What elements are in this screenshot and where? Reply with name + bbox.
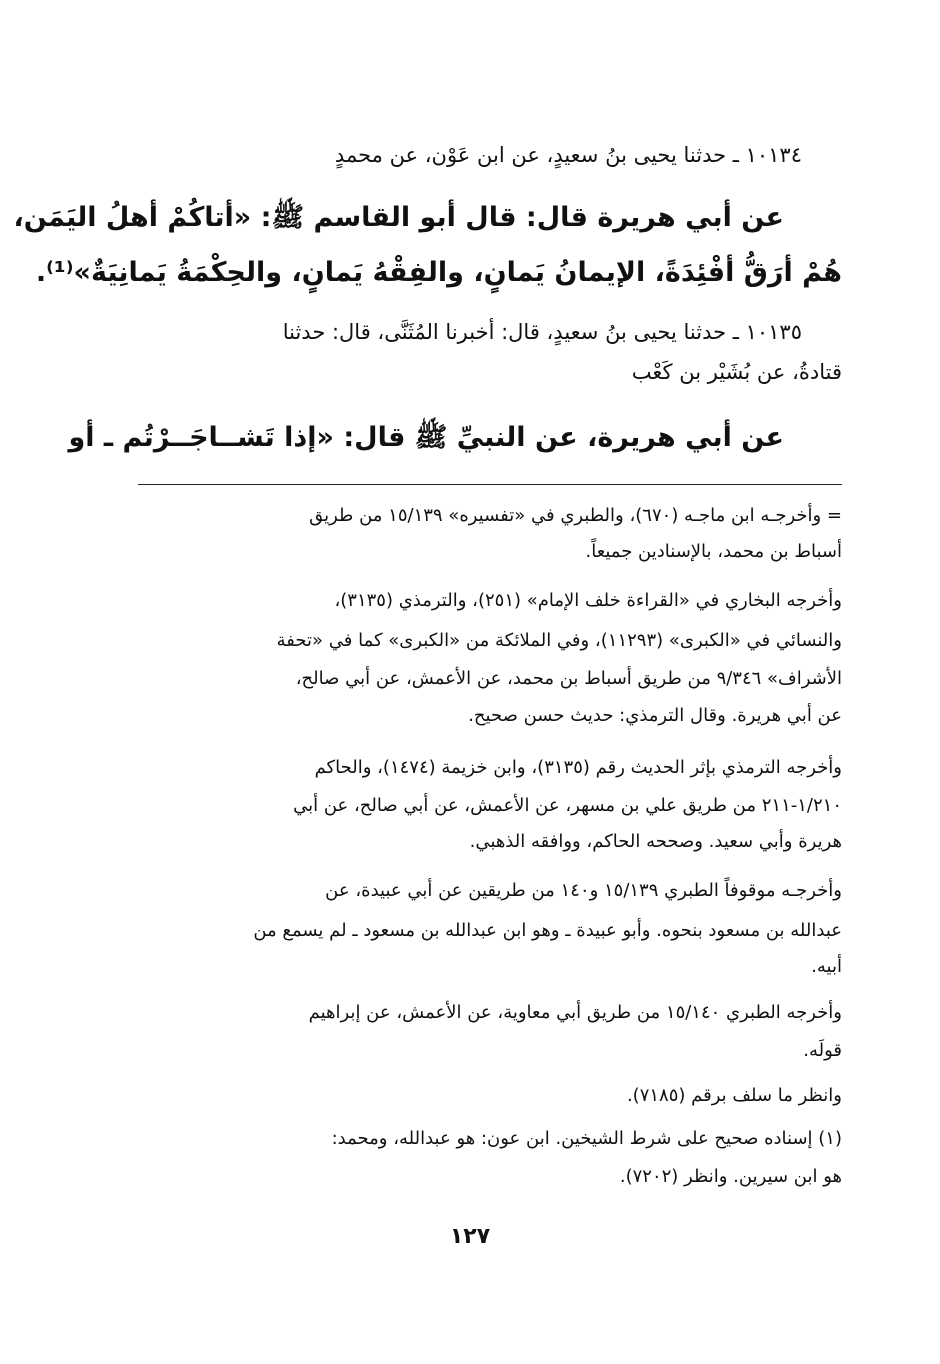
footnote-line: الأشراف» ٩/٣٤٦ من طريق أسباط بن محمد، عن الأعمش، عن أبي صالح، bbox=[295, 668, 842, 689]
footnote-line: وأخرجه الطبري ١٥/١٤٠ من طريق أبي معاوية، عن الأعمش، عن إبراهيم bbox=[308, 1002, 842, 1023]
footnote-line: (١) إسناده صحيح على شرط الشيخين. ابن عون: هو عبدالله، ومحمد: bbox=[331, 1128, 842, 1149]
isnad-line: ١٠١٣٤ ـ حدثنا يحيى بنُ سعيدٍ، عن ابن عَوْن، عن محمدٍ bbox=[334, 143, 802, 167]
isnad-line: قتادةُ، عن بُشَيْر بن كَعْب bbox=[631, 360, 842, 384]
footnote-line: والنسائي في «الكبرى» (١١٢٩٣)، وفي الملائكة من «الكبرى» كما في «تحفة bbox=[276, 630, 842, 651]
footnote-line: عن أبي هريرة. وقال الترمذي: حديث حسن صحيح. bbox=[468, 705, 842, 726]
footnote-line: أسباط بن محمد، بالإسنادين جميعاً. bbox=[585, 541, 842, 562]
footnote-separator bbox=[138, 484, 842, 485]
matn-line: هُمْ أرَقُّ أفْئِدَةً، الإيمانُ يَمانٍ، والفِقْهُ يَمانٍ، والحِكْمَةُ يَمانِيَةٌ»⁽¹⁾. bbox=[35, 257, 842, 288]
footnote-line: وأخرجه البخاري في «القراءة خلف الإمام» (٢٥١)، والترمذي (٣١٣٥)، bbox=[334, 590, 842, 611]
footnote-line: أبيه. bbox=[811, 956, 842, 977]
footnote-line: = وأخرجـه ابن ماجـه (٦٧٠)، والطبري في «تفسيره» ١٥/١٣٩ من طريق bbox=[309, 505, 842, 526]
footnote-line: وانظر ما سلف برقم (٧١٨٥). bbox=[626, 1085, 842, 1106]
footnote-line: قولَه. bbox=[803, 1040, 842, 1061]
footnote-line: ١/٢١٠-٢١١ من طريق علي بن مسهر، عن الأعمش، عن أبي صالح، عن أبي bbox=[293, 795, 842, 816]
footnote-line: هريرة وأبي سعيد. وصححه الحاكم، ووافقه الذهبي. bbox=[469, 831, 842, 852]
matn-line: عن أبي هريرة قال: قال أبو القاسم ﷺ: «أتاكُمْ أهلُ اليَمَن، bbox=[13, 202, 784, 233]
matn-line: عن أبي هريرة، عن النبيِّ ﷺ قال: «إذا تَشــاجَــرْتُم ـ أو bbox=[68, 422, 784, 453]
footnote-line: وأخرجه الترمذي بإثر الحديث رقم (٣١٣٥)، وابن خزيمة (١٤٧٤)، والحاكم bbox=[314, 757, 842, 778]
footnote-line: وأخرجـه موقوفاً الطبري ١٥/١٣٩ و١٤٠ من طريقين عن أبي عبيدة، عن bbox=[325, 880, 842, 901]
isnad-line: ١٠١٣٥ ـ حدثنا يحيى بنُ سعيدٍ، قال: أخبرنا المُثَنَّى، قال: حدثنا bbox=[282, 320, 802, 344]
footnote-line: هو ابن سيرين. وانظر (٧٢٠٢). bbox=[619, 1166, 842, 1187]
footnote-line: عبدالله بن مسعود بنحوه. وأبو عبيدة ـ وهو ابن عبدالله بن مسعود ـ لم يسمع من bbox=[253, 920, 842, 941]
page-number: ١٢٧ bbox=[449, 1224, 491, 1249]
